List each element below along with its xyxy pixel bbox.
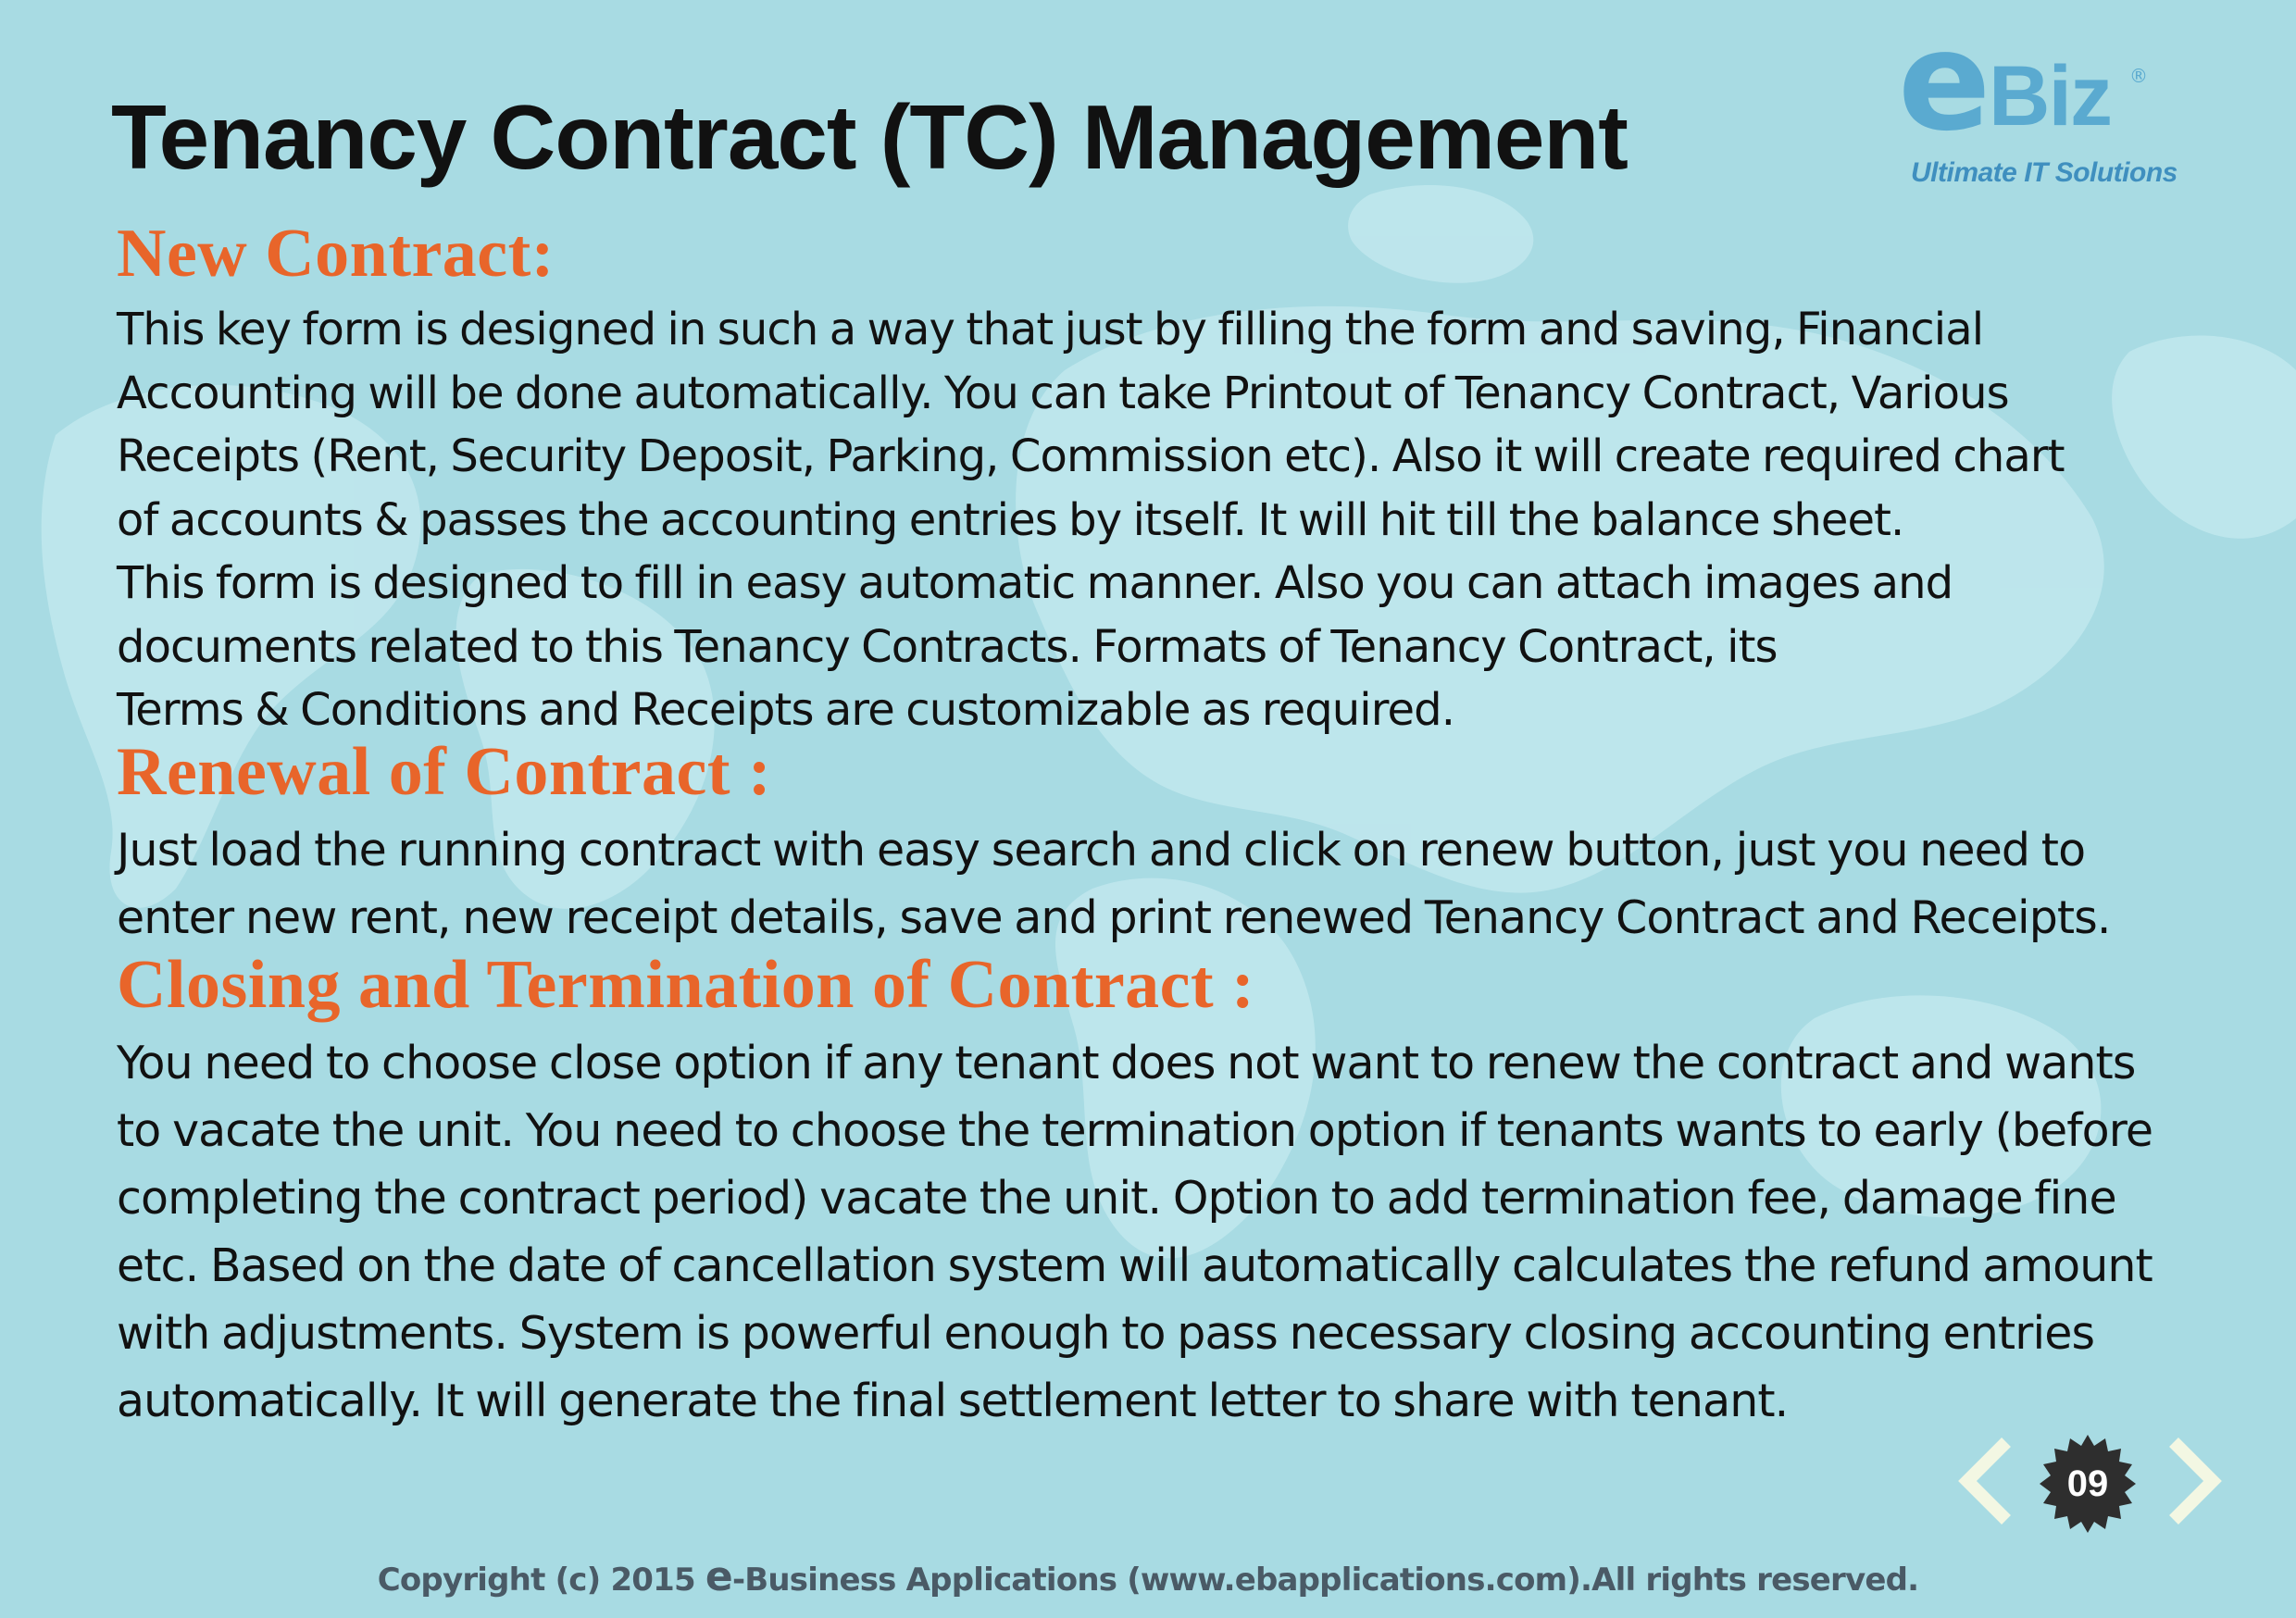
section-heading-renewal: Renewal of Contract : <box>117 734 772 810</box>
logo-letter: e <box>1898 2 1991 161</box>
section-body-new-contract: This key form is designed in such a way that just by filling the form and saving, Financial Accounting will be done automatically. You can take Printout of Tenancy Contract, Various Receipts (Rent, Security Deposit, Parking, Commission etc). Also it will create required chart of accounts & passes the accounting entries by itself. It will hit till the balance sheet. This form is designed to fill in easy automatic manner. Also you can attach images and documents related to this Tenancy Contracts. Formats of Tenancy Contract, its Terms & Conditions and Receipts are customizable as required. <box>117 304 2065 736</box>
logo-tagline: Ultimate IT Solutions <box>1911 157 2177 188</box>
chevron-right-icon <box>2166 1437 2222 1525</box>
logo-registered-mark: ® <box>2129 65 2148 87</box>
section-body-renewal: Just load the running contract with easy search and click on renew button, just you need to enter new rent, new receipt details, save and print renewed Tenancy Contract and Receipts. <box>117 824 2111 944</box>
section-heading-closing-termination: Closing and Termination of Contract : <box>117 947 1255 1023</box>
footer-brand-letter: e <box>705 1553 732 1600</box>
copyright-footer <box>0 1553 2296 1600</box>
logo-word: Biz <box>1989 49 2111 143</box>
page-number: 09 <box>2066 1463 2109 1504</box>
footer-prefix: Copyright (c) 2015 <box>377 1562 705 1599</box>
previous-page-button[interactable] <box>1958 1437 2014 1525</box>
page-title: Tenancy Contract (TC) Management <box>111 86 1628 188</box>
next-page-button[interactable] <box>2166 1437 2222 1525</box>
footer-suffix: -Business Applications (www.ebapplications.com).All rights reserved. <box>731 1562 1919 1599</box>
page-number-badge <box>2037 1433 2139 1535</box>
section-body-closing-termination: You need to choose close option if any tenant does not want to renew the contract and wants to vacate the unit. You need to choose the termination option if tenants wants to early (before completing the contract period) vacate the unit. Option to add termination fee, damage fine etc. Based on the date of cancellation system will automatically calculates the refund amount with adjustments. System is powerful enough to pass necessary closing accounting entries automatically. It will generate the final settlement letter to share with tenant. <box>117 1037 2153 1427</box>
chevron-left-icon <box>1958 1437 2014 1525</box>
section-heading-new-contract: New Contract: <box>117 216 555 292</box>
ebiz-logo <box>1898 2 2177 196</box>
